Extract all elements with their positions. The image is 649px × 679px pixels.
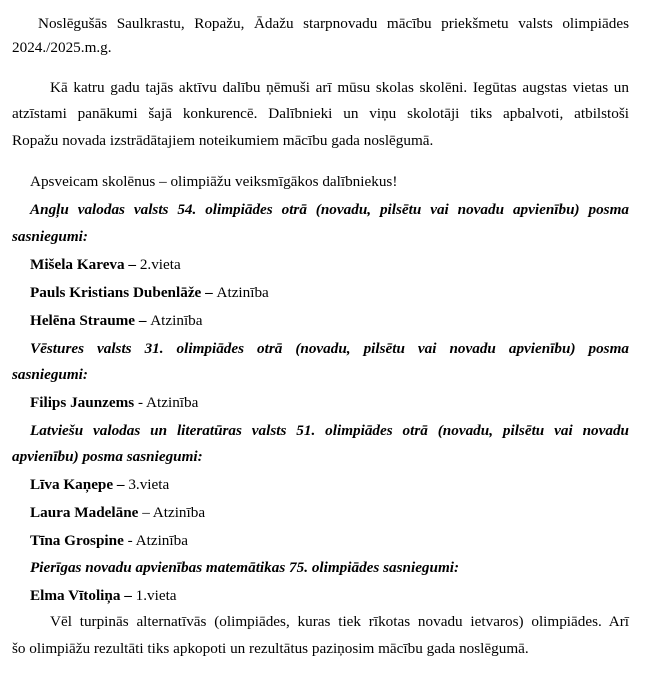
- participant-name: Tīna Grospine: [30, 532, 124, 549]
- separator: –: [120, 587, 136, 604]
- congrats-line: Apsveicam skolēnus – olimpiāžu veiksmīgākos dalībniekus!: [30, 173, 398, 190]
- section-history-heading-line-1: Vēstures valsts 31. olimpiādes otrā (novadu, pilsētu vai novadu apvienību) posma: [30, 340, 629, 357]
- award: Atzinība: [146, 394, 199, 411]
- participant-name: Pauls Kristians Dubenlāže: [30, 284, 202, 301]
- paragraph-1-line-1: Kā katru gadu tajās aktīvu dalību ņēmuši arī mūsu skolas skolēni. Iegūtas augstas vietas un: [50, 79, 629, 96]
- paragraph-1-line-2: atzīstami panākumi šajā konkurencē. Dalībnieki un viņu skolotāji tiks apbalvoti, atbilstoši: [12, 105, 629, 122]
- section-latvian-heading-line-1: Latviešu valodas un literatūras valsts 51. olimpiādes otrā (novadu, pilsētu vai novadu: [30, 422, 629, 439]
- award: Atzinība: [152, 504, 206, 521]
- result-row: [12, 393, 647, 413]
- award: Atzinība: [150, 312, 203, 329]
- intro-line-2: 2024./2025.m.g.: [12, 39, 112, 56]
- section-math-heading: Pierīgas novadu apvienības matemātikas 75. olimpiādes sasniegumi:: [30, 559, 460, 576]
- paragraph-1-line-3: Ropažu novada izstrādātajiem noteikumiem mācību gada noslēgumā.: [12, 132, 434, 149]
- separator: –: [124, 256, 140, 273]
- separator: -: [134, 394, 147, 411]
- result-row: [12, 255, 647, 275]
- participant-name: Mišela Kareva: [30, 256, 125, 273]
- section-history-heading-line-2: sasniegumi:: [12, 366, 88, 383]
- section-english-heading-line-1: Angļu valodas valsts 54. olimpiādes otrā (novadu, pilsētu vai novadu apvienību) posma: [30, 201, 629, 218]
- award: 3.vieta: [128, 476, 170, 493]
- result-row: [12, 475, 647, 495]
- closing-line-2: šo olimpiāžu rezultāti tiks apkopoti un rezultātus paziņosim mācību gada noslēgumā.: [12, 640, 529, 657]
- result-row: [12, 311, 647, 331]
- participant-name: Laura Madelāne: [30, 504, 139, 521]
- participant-name: Līva Kaņepe: [30, 476, 114, 493]
- closing-line-1: Vēl turpinās alternatīvās (olimpiādes, kuras tiek rīkotas novadu ietvaros) olimpiādes. Arī: [50, 613, 629, 630]
- result-row: [12, 586, 647, 606]
- result-row: [12, 503, 647, 523]
- participant-name: Helēna Straume: [30, 312, 136, 329]
- award: 2.vieta: [139, 256, 181, 273]
- section-english-heading-line-2: sasniegumi:: [12, 228, 88, 245]
- separator: –: [201, 284, 217, 301]
- separator: –: [113, 476, 129, 493]
- award: Atzinība: [135, 532, 188, 549]
- separator: -: [123, 532, 136, 549]
- result-row: [12, 283, 647, 303]
- award: 1.vieta: [135, 587, 177, 604]
- section-latvian-heading-line-2: apvienību) posma sasniegumi:: [12, 448, 203, 465]
- separator: –: [135, 312, 151, 329]
- intro-line-1: Noslēgušās Saulkrastu, Ropažu, Ādažu starpnovadu mācību priekšmetu valsts olimpiādes: [38, 15, 629, 32]
- award: Atzinība: [216, 284, 269, 301]
- participant-name: Elma Vītoliņa: [30, 587, 121, 604]
- participant-name: Filips Jaunzems: [30, 394, 135, 411]
- separator: –: [138, 504, 153, 521]
- result-row: [12, 531, 647, 551]
